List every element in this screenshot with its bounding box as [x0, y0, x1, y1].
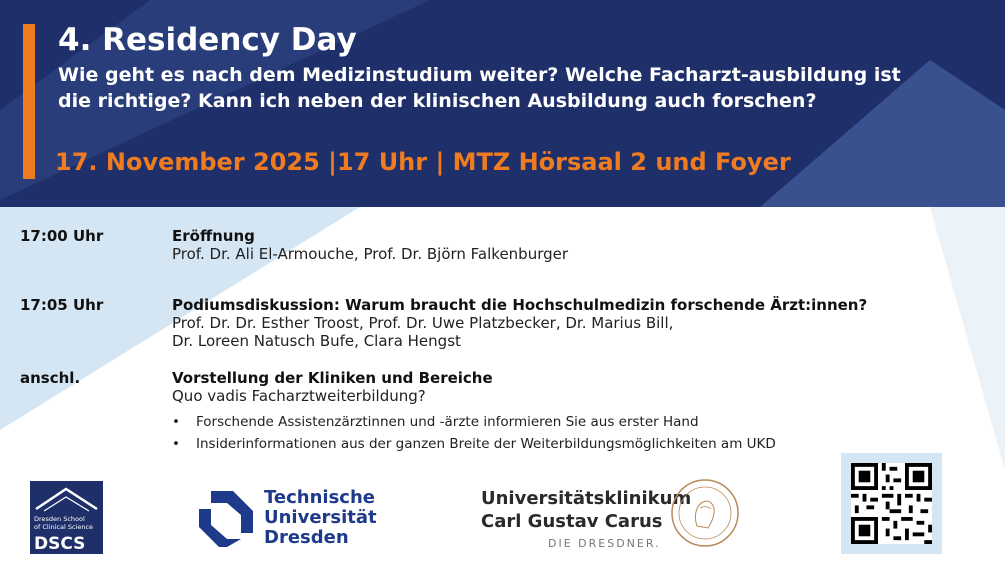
page-title: 4. Residency Day: [58, 22, 357, 58]
bullet-text: Forschende Assistenzärztinnen und -ärzte informieren Sie aus erster Hand: [196, 414, 699, 430]
bullet-icon: •: [172, 436, 180, 452]
agenda-time: anschl.: [20, 369, 81, 387]
agenda-item-subtitle: Quo vadis Facharztweiterbildung?: [172, 387, 426, 405]
dscs-abbrev: DSCS: [34, 534, 86, 554]
qr-code-icon: [851, 463, 932, 544]
agenda-item-title: Eröffnung: [172, 227, 255, 245]
ukd-logo-line: Carl Gustav Carus: [481, 511, 663, 532]
subtitle: Wie geht es nach dem Medizinstudium weiter? Welche Facharzt-ausbildung ist die richtige? Kann ich neben der klinischen Ausbildung auch forschen?: [58, 64, 901, 112]
agenda-item-speakers: Dr. Loreen Natusch Bufe, Clara Hengst: [172, 332, 461, 350]
dscs-logo: [30, 481, 103, 554]
dscs-name-line: of Clinical Science: [34, 522, 94, 531]
bullet-text: Insiderinformationen aus der ganzen Breite der Weiterbildungsmöglichkeiten am UKD: [196, 436, 776, 452]
agenda-time: 17:00 Uhr: [20, 227, 104, 245]
agenda-time: 17:05 Uhr: [20, 296, 104, 314]
agenda-item: [172, 296, 972, 350]
tud-logo-line: Universität: [264, 507, 377, 528]
ukd-tagline: DIE DRESDNER.: [548, 537, 661, 550]
list-item: [172, 413, 776, 431]
bullet-list: [172, 413, 776, 457]
tud-logo-line: Technische: [264, 487, 375, 508]
dscs-name: [34, 516, 93, 531]
roof-icon: [30, 481, 103, 515]
agenda-item: [172, 369, 972, 405]
accent-bar: [23, 24, 35, 179]
agenda-item: [172, 227, 972, 263]
dscs-name-line: Dresden School: [34, 515, 85, 523]
bullet-icon: •: [172, 414, 180, 430]
agenda-item-speakers: Prof. Dr. Dr. Esther Troost, Prof. Dr. Uwe Platzbecker, Dr. Marius Bill,: [172, 314, 674, 332]
agenda-item-title: Podiumsdiskussion: Warum braucht die Hochschulmedizin forschende Ärzt:innen?: [172, 296, 868, 314]
event-date-location: 17. November 2025 |17 Uhr | MTZ Hörsaal 2 und Foyer: [55, 148, 791, 176]
tud-logo-line: Dresden: [264, 527, 349, 548]
ukd-logo-line: Universitätsklinikum: [481, 488, 692, 509]
tud-logo-text: [264, 488, 377, 548]
ukd-logo-text: [481, 487, 691, 533]
carus-seal-icon: [670, 478, 740, 548]
tud-logo-mark: [197, 489, 255, 547]
agenda-item-title: Vorstellung der Kliniken und Bereiche: [172, 369, 493, 387]
qr-code[interactable]: [841, 453, 942, 554]
list-item: [172, 435, 776, 453]
agenda-item-speakers: Prof. Dr. Ali El-Armouche, Prof. Dr. Björn Falkenburger: [172, 245, 569, 263]
